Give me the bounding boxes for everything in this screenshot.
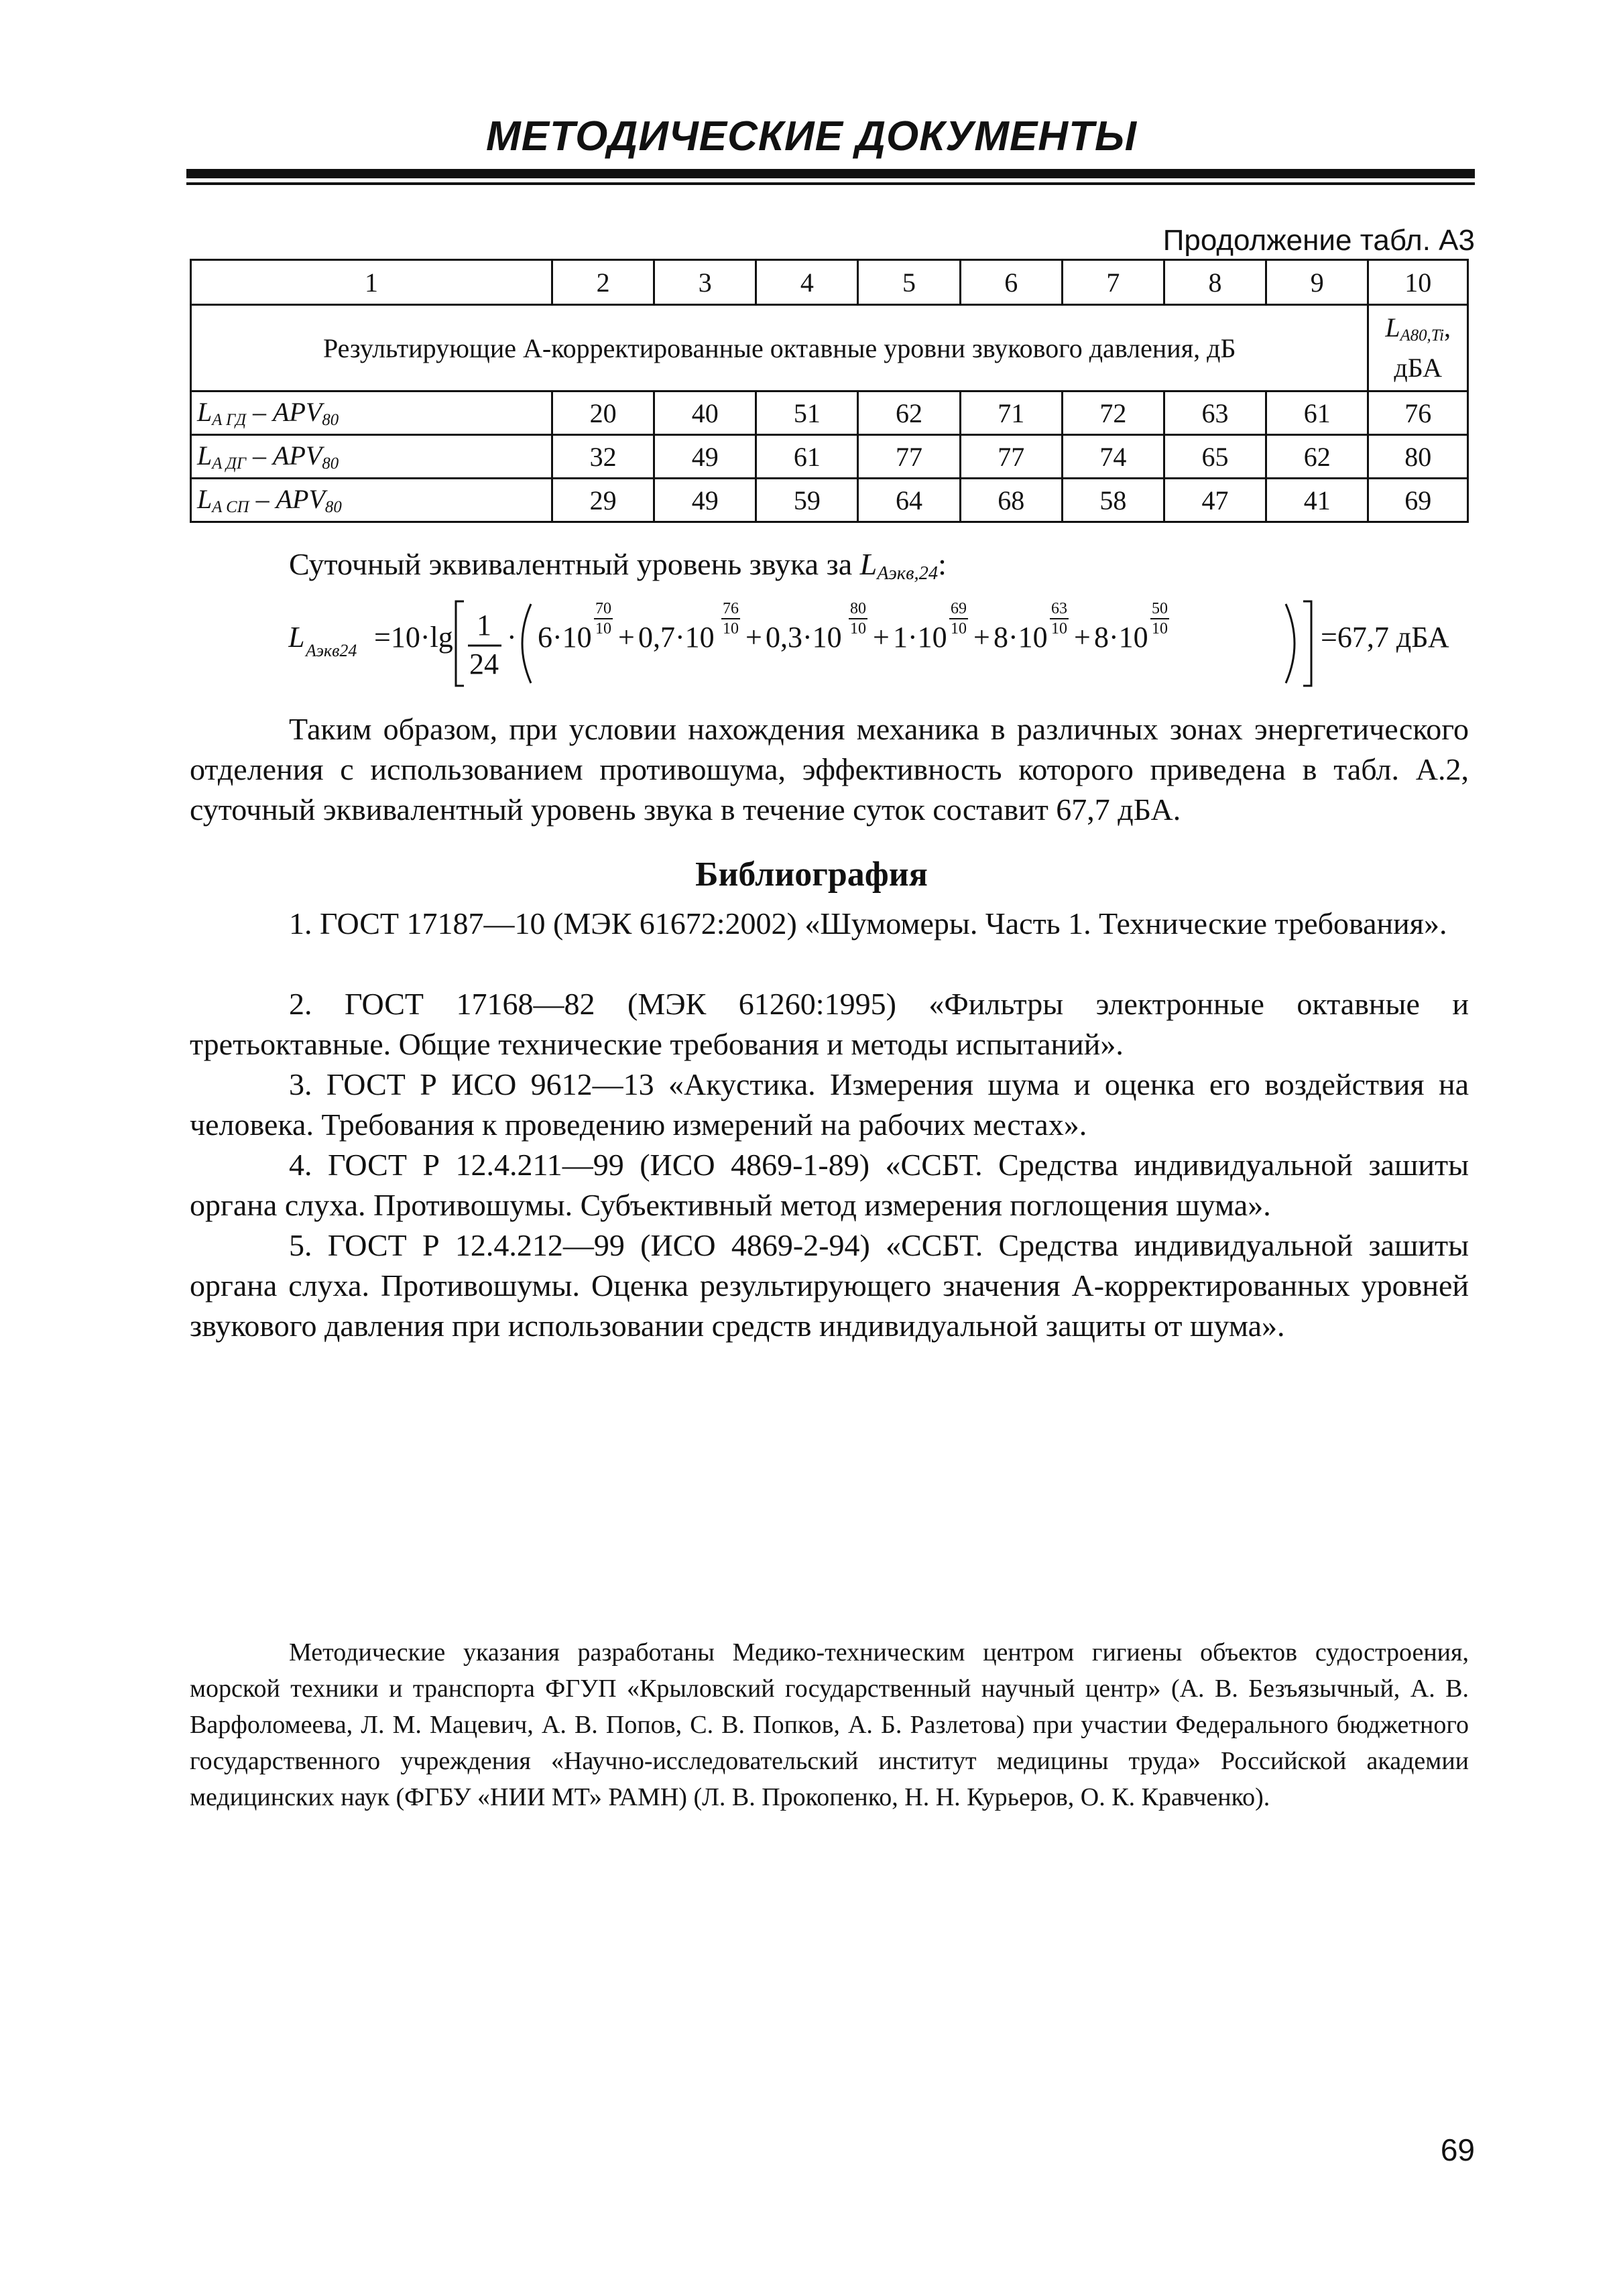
table-cell: 80 bbox=[1368, 435, 1468, 479]
formula-operator: + bbox=[745, 621, 762, 654]
frac-denominator: 24 bbox=[469, 648, 499, 680]
formula-dot: · bbox=[507, 621, 517, 654]
credits-paragraph: Методические указания разработаны Медико-техническим центром гигиены объектов судостроения, морской техники и транспорта ФГУП «Крыловский государственный научный центр» (А. В. Безъязычный, А. В. Варфоломеева, Л. М. Мацевич, А. В. Попов, С. В. Попков, А. Б. Разлетова) при участии Федерального бюджетного государственного учреждения «Научно-исследовательский институт медицины труда» Российской академии медицинских наук (ФГБУ «НИИ МТ» РАМН) (Л. В. Прокопенко, Н. Н. Курьеров, О. К. Кравченко). bbox=[190, 1638, 1469, 1811]
daily-level-formula bbox=[288, 593, 1468, 694]
column-header: 2 bbox=[552, 260, 654, 305]
exponent-numerator: 80 bbox=[850, 600, 866, 617]
formula-coefficient: 0,7·10 bbox=[638, 621, 715, 654]
exponent-numerator: 70 bbox=[595, 600, 611, 617]
table-cell: 63 bbox=[1164, 391, 1266, 435]
unit-symbol-sub: A80,Ti bbox=[1400, 326, 1445, 345]
formula-lhs: L bbox=[288, 621, 305, 654]
page-number: 69 bbox=[1440, 2132, 1475, 2167]
table-cell: 61 bbox=[1266, 391, 1368, 435]
table-cell: 49 bbox=[654, 479, 756, 522]
table-cell: 59 bbox=[756, 479, 858, 522]
column-header: 10 bbox=[1368, 260, 1468, 305]
exponent-numerator: 69 bbox=[951, 600, 967, 617]
bibliography-item: 2. ГОСТ 17168—82 (МЭК 61260:1995) «Фильтры электронные октавные и третьоктавные. Общие технические требования и методы испытаний». bbox=[190, 987, 1469, 1061]
conclusion-paragraph: Таким образом, при условии нахождения механика в различных зонах энергетического отделения с использованием противошума, эффективность которого приведена в табл. А.2, суточный эквивалентный уровень звука в течение суток составит 67,7 дБА. bbox=[190, 712, 1469, 827]
formula-operator: + bbox=[1074, 621, 1091, 654]
table-cell: 71 bbox=[960, 391, 1062, 435]
formula-result: =67,7 дБА bbox=[1321, 621, 1449, 654]
exponent-denominator: 10 bbox=[595, 620, 611, 638]
table-cell: 77 bbox=[858, 435, 960, 479]
right-square-bracket bbox=[1303, 601, 1311, 686]
exponent-denominator: 10 bbox=[1051, 620, 1067, 638]
bibliography-item: 4. ГОСТ Р 12.4.211—99 (ИСО 4869-1-89) «ССБТ. Средства индивидуальной зашиты органа слуха. Противошумы. Субъективный метод измерения поглощения шума». bbox=[190, 1148, 1469, 1222]
left-square-bracket bbox=[456, 601, 464, 686]
table-header-row bbox=[191, 260, 1468, 305]
formula-operator: + bbox=[618, 621, 635, 654]
column-header: 1 bbox=[191, 260, 552, 305]
unit-line2: дБА bbox=[1394, 353, 1443, 383]
left-paren bbox=[522, 604, 531, 683]
table-cell: 69 bbox=[1368, 479, 1468, 522]
table-cell: 20 bbox=[552, 391, 654, 435]
column-header: 8 bbox=[1164, 260, 1266, 305]
row-label: $L_{A СП} - APV_{80}$ bbox=[191, 479, 552, 522]
table-cell: 74 bbox=[1062, 435, 1164, 479]
formula-coefficient: 6·10 bbox=[538, 621, 592, 654]
formula-coefficient: 0,3·10 bbox=[766, 621, 842, 654]
table-row bbox=[191, 435, 1468, 479]
exponent-denominator: 10 bbox=[723, 620, 739, 638]
frac-numerator: 1 bbox=[477, 609, 491, 642]
right-paren bbox=[1286, 604, 1295, 683]
column-header: 9 bbox=[1266, 260, 1368, 305]
exponent-numerator: 50 bbox=[1152, 600, 1168, 617]
table-cell: 72 bbox=[1062, 391, 1164, 435]
column-header: 6 bbox=[960, 260, 1062, 305]
unit-suffix: , bbox=[1444, 312, 1451, 343]
table-cell: 62 bbox=[1266, 435, 1368, 479]
column-header: 3 bbox=[654, 260, 756, 305]
exponent-denominator: 10 bbox=[1152, 620, 1168, 638]
table-continuation-label: Продолжение табл. А3 bbox=[1162, 224, 1475, 257]
exponent-denominator: 10 bbox=[951, 620, 967, 638]
table-cell: 62 bbox=[858, 391, 960, 435]
formula-coefficient: 1·10 bbox=[893, 621, 947, 654]
exponent-numerator: 63 bbox=[1051, 600, 1067, 617]
row-label: $L_{A ГД} - APV_{80}$ bbox=[191, 391, 552, 435]
formula-svg bbox=[288, 593, 1468, 694]
table-cell: 58 bbox=[1062, 479, 1164, 522]
table-cell: 29 bbox=[552, 479, 654, 522]
formula-lhs-sub: Аэкв24 bbox=[306, 641, 357, 660]
bibliography-item: 5. ГОСТ Р 12.4.212—99 (ИСО 4869-2-94) «ССБТ. Средства индивидуальной зашиты органа слуха. Противошумы. Оценка результирующего значения А-корректированных уровней звукового давления при использовании средств индивидуальной защиты от шума». bbox=[190, 1228, 1469, 1343]
formula-coefficient: 8·10 bbox=[994, 621, 1048, 654]
table-cell: 49 bbox=[654, 435, 756, 479]
table-cell: 65 bbox=[1164, 435, 1266, 479]
row-label: $L_{A ДГ} - APV_{80}$ bbox=[191, 435, 552, 479]
bibliography-item: 3. ГОСТ Р ИСО 9612—13 «Акустика. Измерения шума и оценка его воздействия на человека. Требования к проведению измерений на рабочих местах». bbox=[190, 1067, 1469, 1142]
formula-operator: + bbox=[973, 621, 990, 654]
formula-coefficient: 8·10 bbox=[1094, 621, 1148, 654]
header-rule-thick bbox=[186, 169, 1475, 178]
table-cell: 47 bbox=[1164, 479, 1266, 522]
formula-eq-prefix: =10·lg bbox=[374, 621, 453, 654]
table-cell: 32 bbox=[552, 435, 654, 479]
table-cell: 76 bbox=[1368, 391, 1468, 435]
table-cell: 68 bbox=[960, 479, 1062, 522]
table-cell: 40 bbox=[654, 391, 756, 435]
bibliography-item: 1. ГОСТ 17187—10 (МЭК 61672:2002) «Шумомеры. Часть 1. Технические требования». bbox=[289, 906, 1447, 941]
table-cell: 64 bbox=[858, 479, 960, 522]
table-cell: 77 bbox=[960, 435, 1062, 479]
exponent-numerator: 76 bbox=[723, 600, 739, 617]
table-section-row bbox=[191, 305, 1468, 391]
formula-terms bbox=[538, 600, 1169, 654]
table-cell: 41 bbox=[1266, 479, 1368, 522]
table-cell: 61 bbox=[756, 435, 858, 479]
table-row bbox=[191, 391, 1468, 435]
octave-levels-table bbox=[190, 259, 1469, 523]
page-header-title: МЕТОДИЧЕСКИЕ ДОКУМЕНТЫ bbox=[486, 113, 1137, 160]
column-header: 7 bbox=[1062, 260, 1164, 305]
formula-operator: + bbox=[873, 621, 890, 654]
table-cell: 51 bbox=[756, 391, 858, 435]
header-rule-thin bbox=[186, 182, 1475, 185]
column-header: 4 bbox=[756, 260, 858, 305]
column-header: 5 bbox=[858, 260, 960, 305]
unit-symbol: L bbox=[1385, 312, 1400, 343]
exponent-denominator: 10 bbox=[850, 620, 866, 638]
total-level-unit-cell bbox=[1368, 305, 1468, 391]
table-row bbox=[191, 479, 1468, 522]
formula-intro: Суточный эквивалентный уровень звука за $L_{Аэкв,24}$: bbox=[289, 547, 947, 585]
bibliography-title: Библиография bbox=[695, 855, 928, 894]
section-label: Результирующие А-корректированные октавные уровни звукового давления, дБ bbox=[191, 305, 1368, 391]
